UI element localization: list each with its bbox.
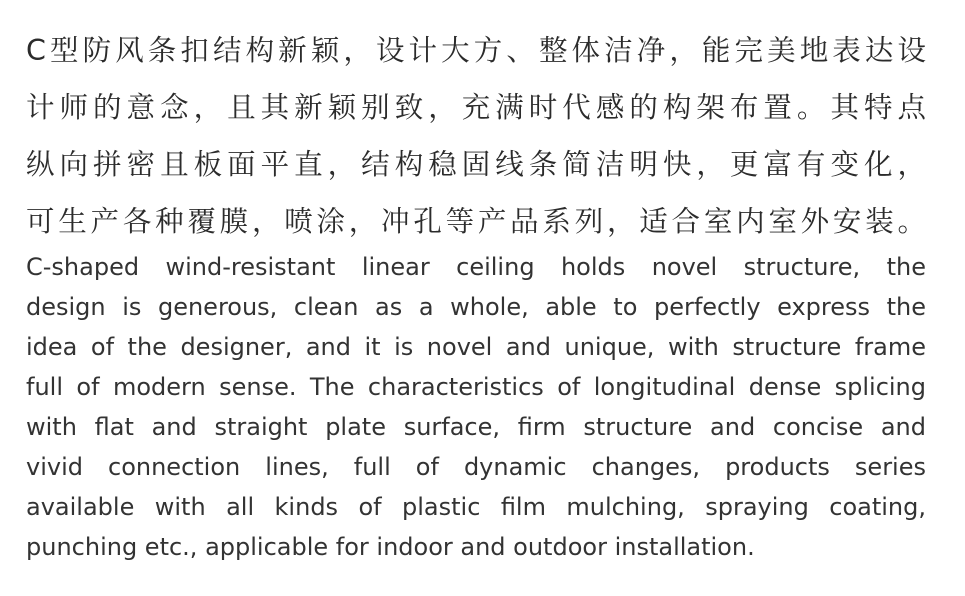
english-description-paragraph	[26, 247, 926, 567]
chinese-description-paragraph	[26, 22, 926, 250]
english-text-line-5: with flat and straight plate surface, firm structure and concise and	[26, 413, 926, 441]
english-text-line-7: available with all kinds of plastic film mulching, spraying coating,	[26, 493, 926, 521]
english-text-line-6: vivid connection lines, full of dynamic changes, products series	[26, 453, 926, 481]
english-text-line-4: full of modern sense. The characteristics of longitudinal dense splicing	[26, 373, 926, 401]
english-text-line-1: C-shaped wind-resistant linear ceiling holds novel structure, the	[26, 253, 926, 281]
chinese-text-line-1: C型防风条扣结构新颖，设计大方、整体洁净，能完美地表达设	[26, 34, 926, 67]
chinese-text-line-2: 计师的意念，且其新颖别致，充满时代感的构架布置。其特点	[26, 91, 926, 124]
english-text-line-2: design is generous, clean as a whole, able to perfectly express the	[26, 293, 926, 321]
chinese-text-line-4: 可生产各种覆膜，喷涂，冲孔等产品系列，适合室内室外安装。	[26, 205, 926, 238]
chinese-text-line-3: 纵向拼密且板面平直，结构稳固线条简洁明快，更富有变化，	[26, 148, 926, 181]
english-text-line-8: punching etc., applicable for indoor and outdoor installation.	[26, 533, 755, 561]
english-text-line-3: idea of the designer, and it is novel and unique, with structure frame	[26, 333, 926, 361]
